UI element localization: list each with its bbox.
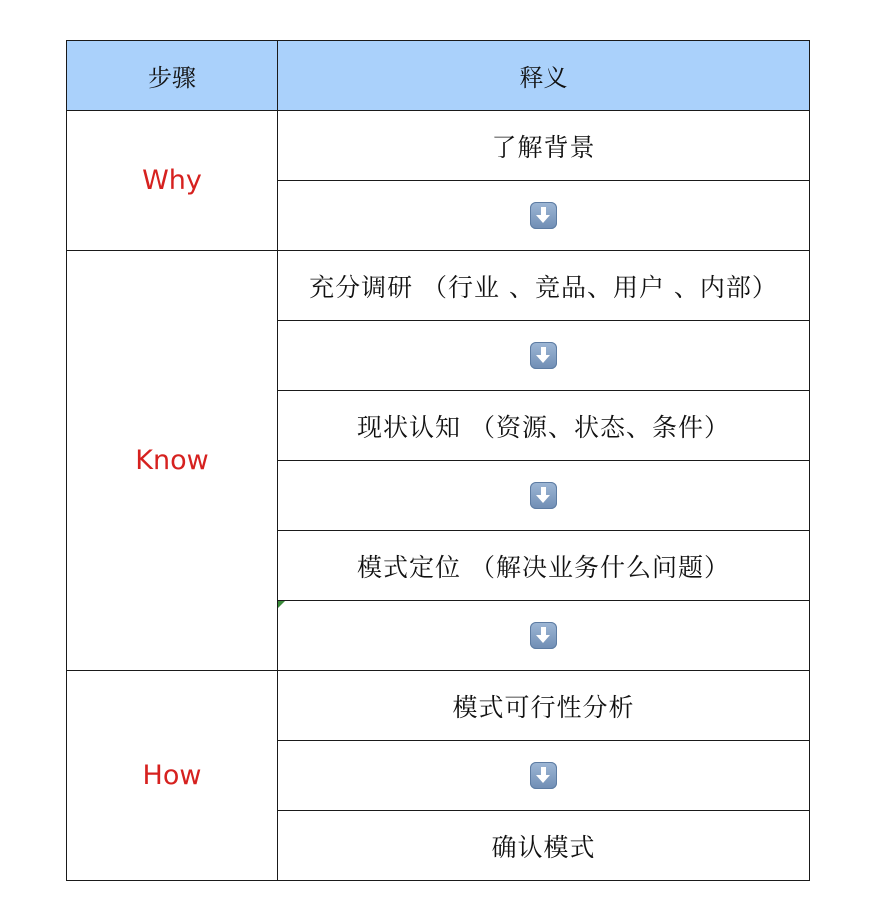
step-know: Know [67,251,278,671]
step-how: How [67,671,278,881]
cell-corner-marker [278,601,285,608]
down-arrow-icon [530,202,557,229]
meaning-cell: 模式可行性分析 [278,671,810,741]
table-row [67,671,810,741]
arrow-cell [278,181,810,251]
meaning-cell: 模式定位 （解决业务什么问题） [278,531,810,601]
meaning-cell: 了解背景 [278,111,810,181]
meaning-cell: 充分调研 （行业 、竞品、用户 、内部） [278,251,810,321]
arrow-cell [278,601,810,671]
meaning-cell: 现状认知 （资源、状态、条件） [278,391,810,461]
steps-table [66,40,810,881]
arrow-cell [278,321,810,391]
down-arrow-icon [530,622,557,649]
step-why: Why [67,111,278,251]
header-step: 步骤 [67,41,278,111]
down-arrow-icon [530,482,557,509]
table-header-row [67,41,810,111]
down-arrow-icon [530,762,557,789]
arrow-cell [278,741,810,811]
arrow-cell [278,461,810,531]
header-meaning: 释义 [278,41,810,111]
table-row [67,111,810,181]
meaning-cell: 确认模式 [278,811,810,881]
steps-table-container [66,40,809,881]
down-arrow-icon [530,342,557,369]
table-row [67,251,810,321]
